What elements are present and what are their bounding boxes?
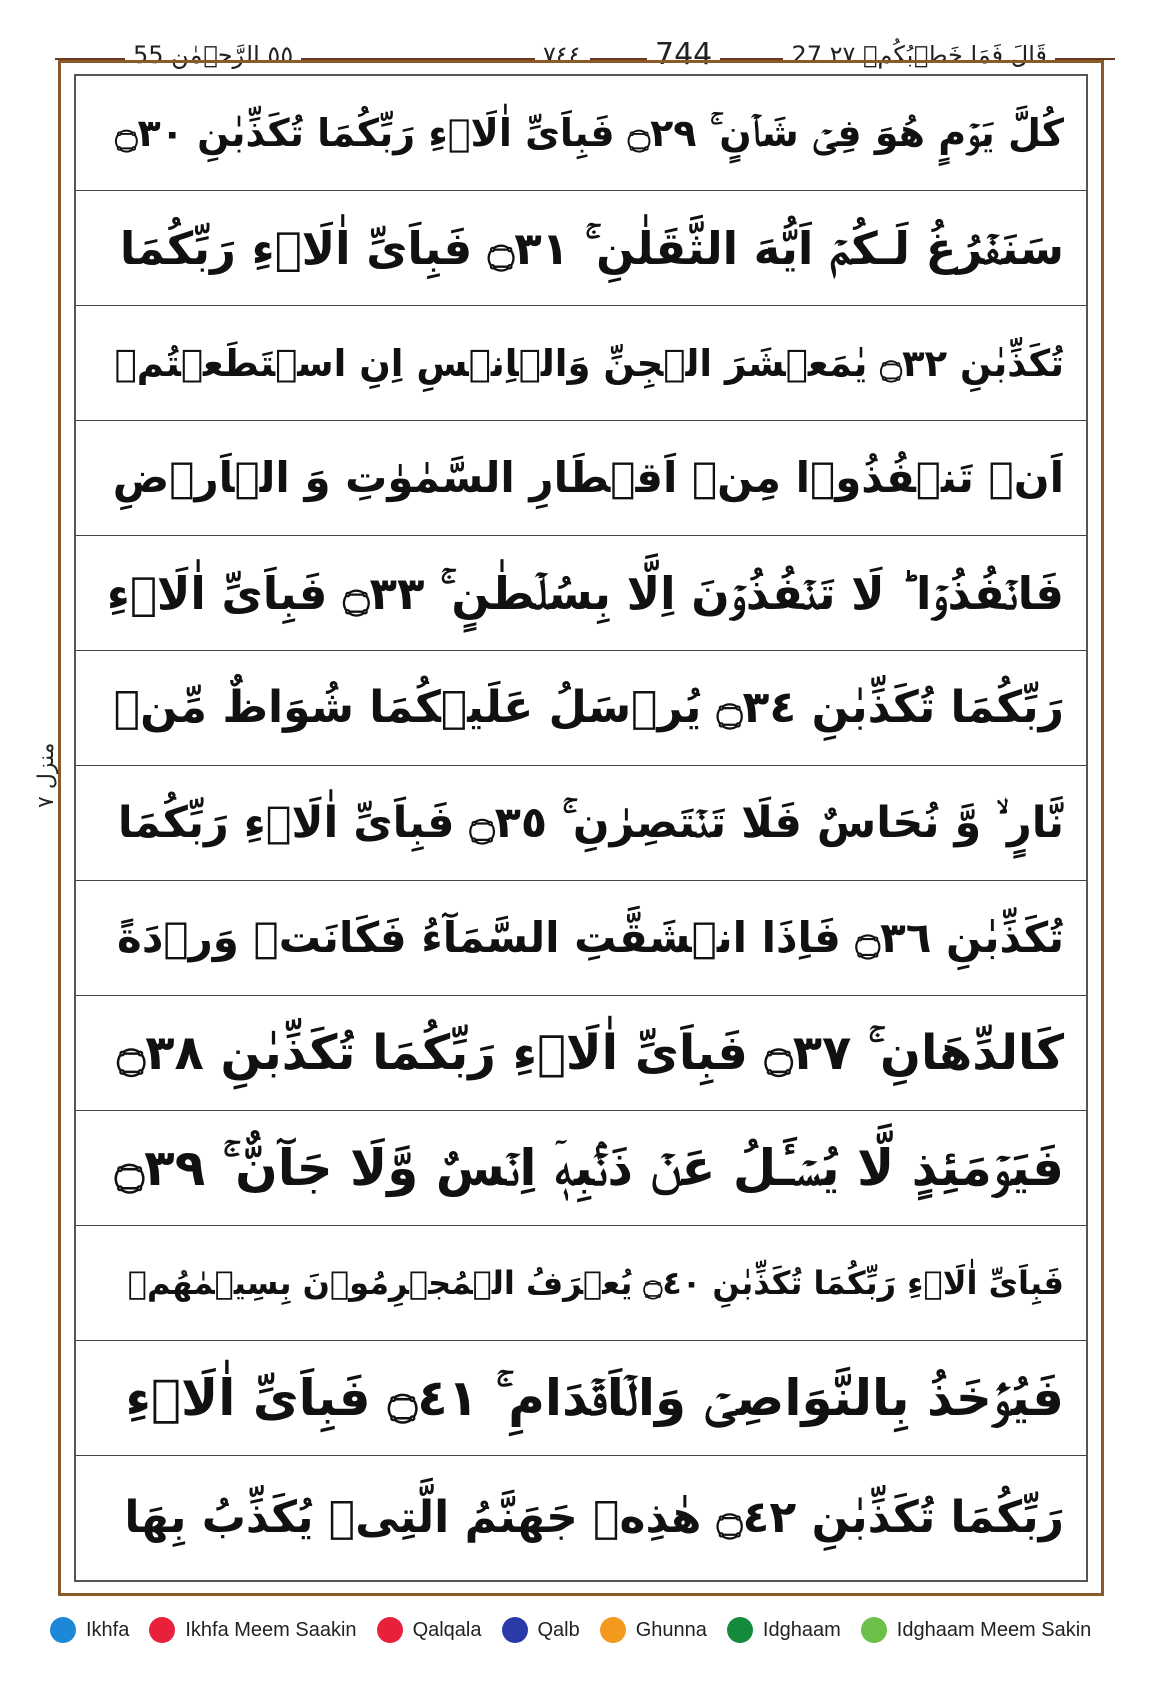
legend-label: Qalb	[537, 1618, 580, 1641]
color-dot-icon	[377, 1617, 403, 1643]
verse-text: كَالدِّهَانِ ۚ ۝٣٧ فَبِاَىِّ اٰلَاۤءِ رَبِّكُمَا تُكَذِّبٰنِ ۝٣٨	[117, 1025, 1064, 1081]
text-line-9	[76, 996, 1086, 1111]
text-line-13	[76, 1456, 1086, 1580]
legend-item-ikhfa	[50, 1617, 129, 1643]
text-line-4	[76, 421, 1086, 536]
page-number: 744	[647, 40, 720, 70]
text-line-8	[76, 881, 1086, 996]
verse-text: سَنَفۡرُغُ لَـكُمۡ اَيُّهَ الثَّقَلٰنِ ۚ ۝٣١ فَبِاَىِّ اٰلَاۤءِ رَبِّكُمَا	[119, 221, 1064, 275]
legend-label: Ikhfa	[86, 1618, 130, 1641]
legend-label: Ikhfa Meem Saakin	[185, 1618, 357, 1641]
legend-label: Idghaam	[762, 1618, 841, 1641]
verse-text: نَّارٍ ۙ وَّ نُحَاسٌ فَلَا تَنۡتَصِرٰنِ ۚ ۝٣٥ فَبِاَىِّ اٰلَاۤءِ رَبِّكُمَا	[117, 797, 1064, 848]
legend-item-ikhfa-meem-saakin	[149, 1617, 356, 1643]
text-line-6	[76, 651, 1086, 766]
color-dot-icon	[600, 1617, 626, 1643]
verse-text: رَبِّكُمَا تُكَذِّبٰنِ ۝٤٢ هٰذِهٖ جَهَنَّمُ الَّتِىۡ يُكَذِّبُ بِهَا	[124, 1492, 1064, 1543]
juz-label: 27 قَالَ فَمَا خَطۡبُكُمۡ ٢٧	[783, 40, 1055, 70]
text-line-12	[76, 1341, 1086, 1456]
quran-text-lines	[76, 76, 1086, 1580]
text-line-5	[76, 536, 1086, 651]
verse-text: اَنۡ تَنۡفُذُوۡا مِنۡ اَقۡطَارِ السَّمٰوٰتِ وَ الۡاَرۡضِ	[112, 453, 1064, 502]
surah-name-label: ٥٥ الرَّحۡمٰن 55	[125, 40, 301, 70]
legend-item-qalqala	[377, 1617, 482, 1643]
text-line-7	[76, 766, 1086, 881]
text-line-1	[76, 76, 1086, 191]
verse-text: رَبِّكُمَا تُكَذِّبٰنِ ۝٣٤ يُرۡسَلُ عَلَيۡكُمَا شُوَاظٌ مِّنۡ	[113, 682, 1064, 733]
legend-item-idghaam	[727, 1617, 841, 1643]
legend-item-qalb	[502, 1617, 580, 1643]
text-line-2	[76, 191, 1086, 306]
color-dot-icon	[50, 1617, 76, 1643]
text-line-11	[76, 1226, 1086, 1341]
verse-text: تُكَذِّبٰنِ ۝٣٦ فَاِذَا انۡشَقَّتِ السَّمَآءُ فَكَانَتۡ وَرۡدَةً	[117, 913, 1064, 962]
text-line-10	[76, 1111, 1086, 1226]
verse-text: تُكَذِّبٰنِ ۝٣٢ يٰمَعۡشَرَ الۡجِنِّ وَالۡاِنۡسِ اِنِ اسۡتَطَعۡتُمۡ	[114, 341, 1064, 385]
verse-text: كُلَّ يَوۡمٍ هُوَ فِىۡ شَاۡنٍ ۚ ۝٢٩ فَبِاَىِّ اٰلَاۤءِ رَبِّكُمَا تُكَذِّبٰنِ ۝٣٠	[115, 111, 1064, 155]
legend-item-ghunna	[600, 1617, 707, 1643]
legend-label: Ghunna	[635, 1618, 707, 1641]
legend-item-idghaam-meem-sakin	[861, 1617, 1092, 1643]
verse-text: فَانۡفُذُوۡا ؕ لَا تَنۡفُذُوۡنَ اِلَّا بِسُلۡطٰنٍ ۚ ۝٣٣ فَبِاَىِّ اٰلَاۤءِ	[106, 566, 1064, 620]
legend-label: Qalqala	[412, 1618, 482, 1641]
color-dot-icon	[149, 1617, 175, 1643]
color-dot-icon	[861, 1617, 887, 1643]
verse-text: فَبِاَىِّ اٰلَاۤءِ رَبِّكُمَا تُكَذِّبٰنِ ۝٤٠ يُعۡرَفُ الۡمُجۡرِمُوۡنَ بِسِيۡمٰهُمۡ	[127, 1264, 1064, 1302]
tajweed-legend	[50, 1610, 1130, 1650]
text-line-3	[76, 306, 1086, 421]
verse-text: فَيَوۡمَئِذٍ لَّا يُسۡـَٔلُ عَنۡ ذَنۡۢبِهٖۤ اِنۡسٌ وَّلَا جَآنٌّ ۚ ۝٣٩	[114, 1139, 1064, 1197]
manzil-label: منزل ٧	[34, 742, 59, 808]
legend-label: Idghaam Meem Sakin	[896, 1618, 1092, 1641]
verse-text: فَيُؤۡخَذُ بِالنَّوَاصِىۡ وَالۡاَقۡدَامِ ۚ ۝٤١ فَبِاَىِّ اٰلَاۤءِ	[125, 1369, 1064, 1427]
color-dot-icon	[727, 1617, 753, 1643]
page-number-arabic: ٧٤٤	[535, 40, 590, 70]
color-dot-icon	[502, 1617, 528, 1643]
